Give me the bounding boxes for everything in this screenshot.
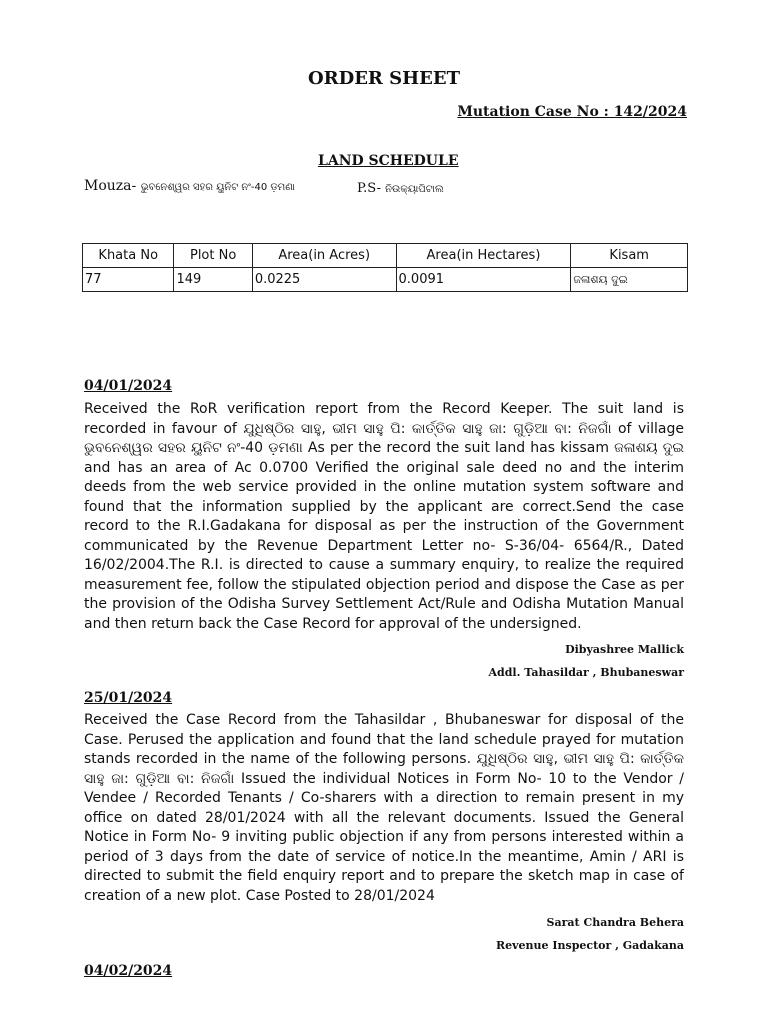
page-title: ORDER SHEET <box>307 68 461 89</box>
entry-date: 25/01/2024 <box>84 690 173 706</box>
ps-label: P.S- <box>357 181 382 196</box>
cell-area-acres: 0.0225 <box>252 268 396 292</box>
land-schedule-heading: LAND SCHEDULE <box>318 153 459 169</box>
header-area-hectares: Area(in Hectares) <box>396 244 571 268</box>
signatory-name: Sarat Chandra Behera <box>546 916 684 929</box>
ps-value: ନିଉକ୍ୟାପିଟାଲ <box>385 184 444 195</box>
header-khata-no: Khata No <box>83 244 174 268</box>
signatory-name: Dibyashree Mallick <box>565 643 684 656</box>
entry-text: Received the RoR verification report from the Record Keeper. The suit land is recorded in favour of ଯୁଧିଷ୍ଠିର ସାହୁ, ଭୀମ ସାହୁ ପି: କାର୍ତ୍ତିକ ସାହୁ ଜା: ଗୁଡ଼ିଆ ବା: ନିଜଗାଁ of village ଭୁବନେଶ୍ୱର ସହର ୟୁନିଟ ନଂ-40 ଡ଼ମଣା As per the record the suit land has kissam ଜଳାଶୟ ଦୁଇ and has an area of Ac 0.0700 Verified the original sale deed no and the interim deeds from the web service provided in the online mutation system software and found that the information supplied by the applicant are correct.Send the case record to the R.I.Gadakana for disposal as per the instruction of the Government communicated by the Revenue Department Letter no- S-36/04- 6564/R., Dated 16/02/2004.The R.I. is directed to cause a summary enquiry, to realize the required measurement fee, follow the stipulated objection period and dispose the Case as per the provision of the Odisha Survey Settlement Act/Rule and Odisha Mutation Manual and then return back the Case Record for approval of the undersigned. <box>84 401 684 632</box>
cell-area-hectares: 0.0091 <box>396 268 571 292</box>
police-station-line <box>357 181 444 196</box>
mouza-value: ଭୁବନେଶ୍ୱର ସହର ୟୁନିଟ ନଂ-40 ଡ଼ମଣା <box>140 182 296 193</box>
entry-date: 04/01/2024 <box>84 378 173 394</box>
cell-plot-no: 149 <box>174 268 252 292</box>
land-schedule-table <box>82 243 688 292</box>
signatory-designation: Revenue Inspector , Gadakana <box>496 939 684 952</box>
case-number: Mutation Case No : 142/2024 <box>457 104 687 120</box>
table-header-row <box>83 244 688 268</box>
entry-text: Received the Case Record from the Tahasildar , Bhubaneswar for disposal of the Case. Perused the application and found that the land schedule prayed for mutation stands recorded in the name of the following persons. ଯୁଧିଷ୍ଠିର ସାହୁ, ଭୀମ ସାହୁ ପି: କାର୍ତ୍ତିକ ସାହୁ ଜା: ଗୁଡ଼ିଆ ବା: ନିଜଗାଁ Issued the individual Notices in Form No- 10 to the Vendor / Vendee / Recorded Tenants / Co-sharers with a direction to remain present in my office on dated 28/01/2024 with all the relevant documents. Issued the General Notice in Form No- 9 inviting public objection if any from persons interested within a period of 3 days from the date of service of notice.In the meantime, Amin / ARI is directed to submit the field enquiry report and to prepare the sketch map in case of creation of a new plot. Case Posted to 28/01/2024 <box>84 712 684 904</box>
header-kisam: Kisam <box>571 244 688 268</box>
mouza-line <box>84 178 295 194</box>
header-plot-no: Plot No <box>174 244 252 268</box>
table-row <box>83 268 688 292</box>
entry-date: 04/02/2024 <box>84 963 173 979</box>
header-area-acres: Area(in Acres) <box>252 244 396 268</box>
signatory-designation: Addl. Tahasildar , Bhubaneswar <box>488 666 684 679</box>
cell-kisam: ଜଳାଶୟ ଦୁଇ <box>571 268 688 292</box>
mouza-label: Mouza- <box>84 178 137 194</box>
cell-khata-no: 77 <box>83 268 174 292</box>
